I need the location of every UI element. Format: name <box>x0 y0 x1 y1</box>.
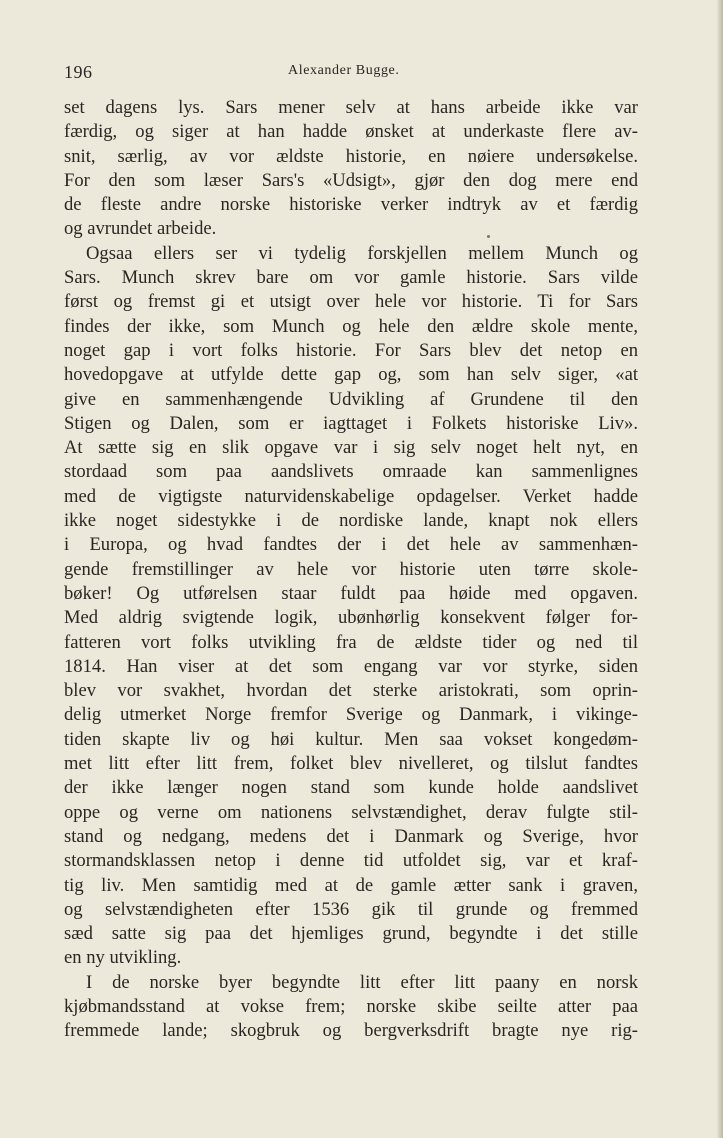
text-line: oppe og verne om nationens selvstændighet, derav fulgte stil- <box>64 801 638 823</box>
text-line: der ikke længer nogen stand som kunde holde aandslivet <box>64 777 638 799</box>
text-line: tiden skapte liv og høi kultur. Men saa vokset kongedøm- <box>64 728 638 750</box>
text-line: stordaad som paa aandslivets omraade kan sammenlignes <box>64 461 638 483</box>
page-edge <box>717 0 723 1138</box>
text-line: Med aldrig svigtende logik, ubønhørlig konsekvent følger for- <box>64 607 638 629</box>
text-line: Sars. Munch skrev bare om vor gamle historie. Sars vilde <box>64 267 638 289</box>
text-line: i Europa, og hvad fandtes der i det hele av sammenhæn- <box>64 534 638 556</box>
text-line: blev vor svakhet, hvordan det sterke aristokrati, som oprin- <box>64 680 638 702</box>
text-line: stand og nedgang, medens det i Danmark og Sverige, hvor <box>64 825 638 847</box>
text-line: findes der ikke, som Munch og hele den ældre skole mente, <box>64 315 638 337</box>
text-line: fremmede lande; skogbruk og bergverksdrift bragte nye rig- <box>64 1020 638 1042</box>
text-line: Stigen og Dalen, som er iagttaget i Folkets historiske Liv». <box>64 412 638 434</box>
text-line: snit, særlig, av vor ældste historie, en nøiere undersøkelse. <box>64 145 638 167</box>
text-line: hovedopgave at utfylde dette gap og, som han selv siger, «at <box>64 364 638 386</box>
text-line: At sætte sig en slik opgave var i sig selv noget helt nyt, en <box>64 437 638 459</box>
text-line: ikke noget sidestykke i de nordiske lande, knapt nok ellers <box>64 510 638 532</box>
text-line: met litt efter litt frem, folket blev nivelleret, og tilslut fandtes <box>64 753 638 775</box>
text-line: færdig, og siger at han hadde ønsket at underkaste flere av- <box>64 121 638 143</box>
text-line: gende fremstillinger av hele vor historie uten tørre skole- <box>64 558 638 580</box>
text-line: stormandsklassen netop i denne tid utfoldet sig, var et kraf- <box>64 850 638 872</box>
text-line: delig utmerket Norge fremfor Sverige og Danmark, i vikinge- <box>64 704 638 726</box>
text-line: kjøbmandsstand at vokse frem; norske skibe seilte atter paa <box>64 995 638 1017</box>
text-line: en ny utvikling. <box>64 947 182 969</box>
text-line: med de vigtigste naturvidenskabelige opdagelser. Verket hadde <box>64 485 638 507</box>
text-line: 1814. Han viser at det som engang var vor styrke, siden <box>64 655 638 677</box>
running-head: Alexander Bugge. <box>288 63 400 78</box>
text-line: I de norske byer begyndte litt efter litt paany en norsk <box>86 971 638 993</box>
text-line: For den som læser Sars's «Udsigt», gjør den dog mere end <box>64 169 638 191</box>
text-line: set dagens lys. Sars mener selv at hans arbeide ikke var <box>64 97 638 118</box>
text-line: Ogsaa ellers ser vi tydelig forskjellen mellem Munch og <box>86 242 638 264</box>
text-line: først og fremst gi et utsigt over hele vor historie. Ti for Sars <box>64 291 638 313</box>
page-number: 196 <box>64 62 93 82</box>
text-line: de fleste andre norske historiske verker indtryk av et færdig <box>64 194 638 216</box>
text-line: give en sammenhængende Udvikling af Grundene til den <box>64 388 638 410</box>
text-line: tig liv. Men samtidig med at de gamle ætter sank i graven, <box>64 874 638 896</box>
text-line: bøker! Og utførelsen staar fuldt paa høide med opgaven. <box>64 582 638 604</box>
body-text <box>64 96 638 1044</box>
text-line: og selvstændigheten efter 1536 gik til grunde og fremmed <box>64 898 638 920</box>
page-header <box>64 62 638 86</box>
text-line: og avrundet arbeide. <box>64 218 217 240</box>
text-line: sæd satte sig paa det hjemliges grund, begyndte i det stille <box>64 923 638 945</box>
text-line: noget gap i vort folks historie. For Sars blev det netop en <box>64 339 638 361</box>
text-line: fatteren vort folks utvikling fra de ældste tider og ned til <box>64 631 638 653</box>
